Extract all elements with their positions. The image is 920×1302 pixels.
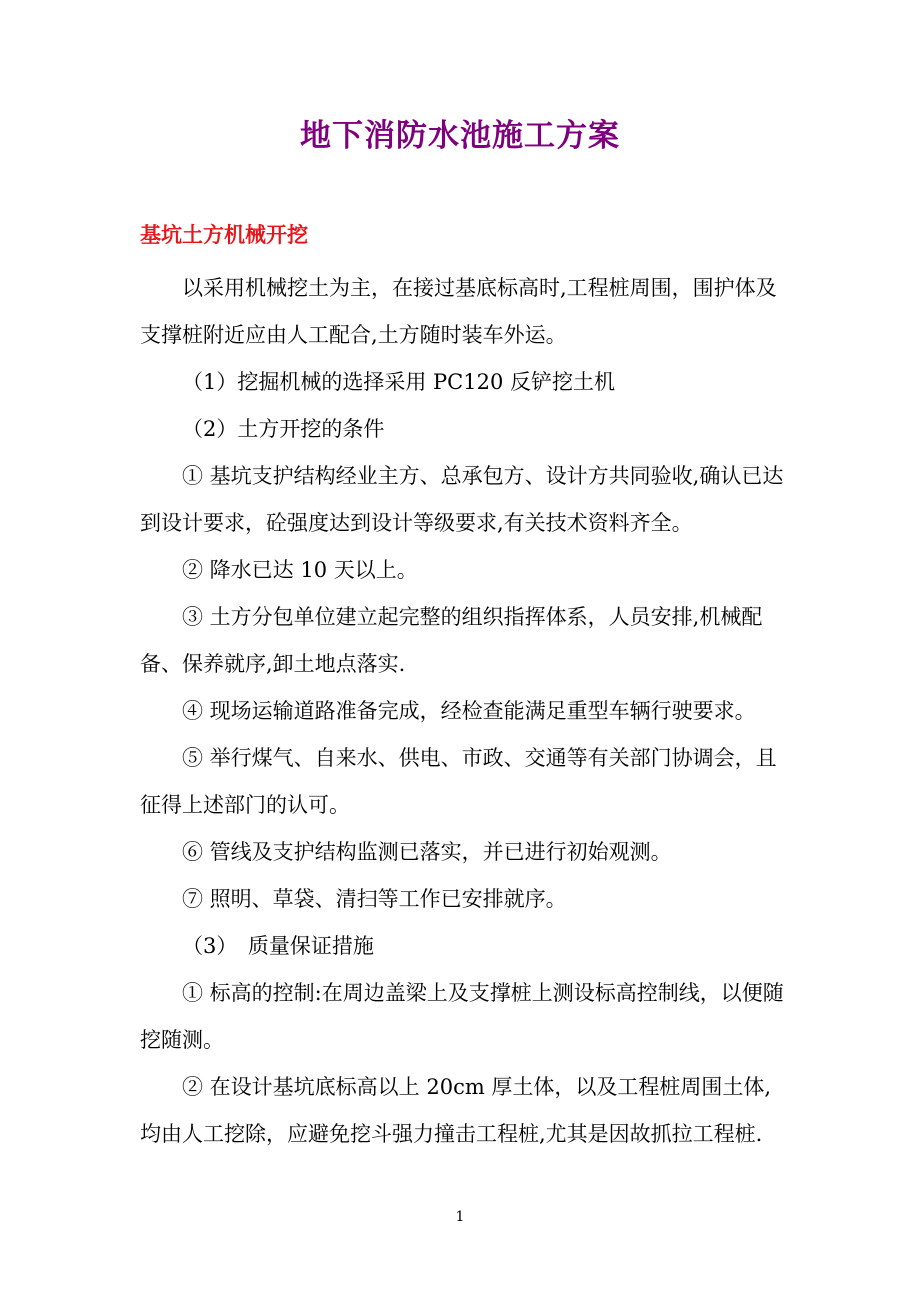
document-body — [140, 265, 785, 1158]
document-title: 地下消防水池施工方案 — [300, 118, 620, 154]
paragraph-condition-4: ④ 现场运输道路准备完成，经检查能满足重型车辆行驶要求。 — [182, 699, 756, 723]
paragraph-condition-5: ⑤ 举行煤气、自来水、供电、市政、交通等有关部门协调会，且征得上述部门的认可。 — [140, 746, 777, 817]
paragraph-quality-2: ② 在设计基坑底标高以上 20cm 厚土体，以及工程桩周围土体,均由人工挖除，应避免挖斗强力撞击工程桩,尤其是因故抓拉工程桩. — [140, 1075, 772, 1146]
paragraph-item-2: （2）土方开挖的条件 — [182, 417, 385, 441]
paragraph-item-3: （3） 质量保证措施 — [182, 934, 374, 958]
page-number: 1 — [455, 1209, 465, 1225]
paragraph-condition-3: ③ 土方分包单位建立起完整的组织指挥体系，人员安排,机械配备、保养就序,卸土地点落实. — [140, 605, 763, 676]
paragraph-item-1: （1）挖掘机械的选择采用 PC120 反铲挖土机 — [182, 370, 615, 394]
paragraph-condition-7: ⑦ 照明、草袋、清扫等工作已安排就序。 — [182, 887, 567, 911]
paragraph-condition-6: ⑥ 管线及支护结构监测已落实，并已进行初始观测。 — [182, 840, 672, 864]
paragraph-condition-1: ① 基坑支护结构经业主方、总承包方、设计方共同验收,确认已达到设计要求，砼强度达到设计等级要求,有关技术资料齐全。 — [140, 464, 784, 535]
paragraph-intro: 以采用机械挖土为主，在接过基底标高时,工程桩周围，围护体及支撑桩附近应由人工配合,土方随时装车外运。 — [140, 276, 777, 347]
section-heading: 基坑土方机械开挖 — [140, 222, 308, 247]
paragraph-condition-2: ② 降水已达 10 天以上。 — [182, 558, 418, 582]
paragraph-quality-1: ① 标高的控制:在周边盖梁上及支撑桩上测设标高控制线，以便随挖随测。 — [140, 981, 784, 1052]
